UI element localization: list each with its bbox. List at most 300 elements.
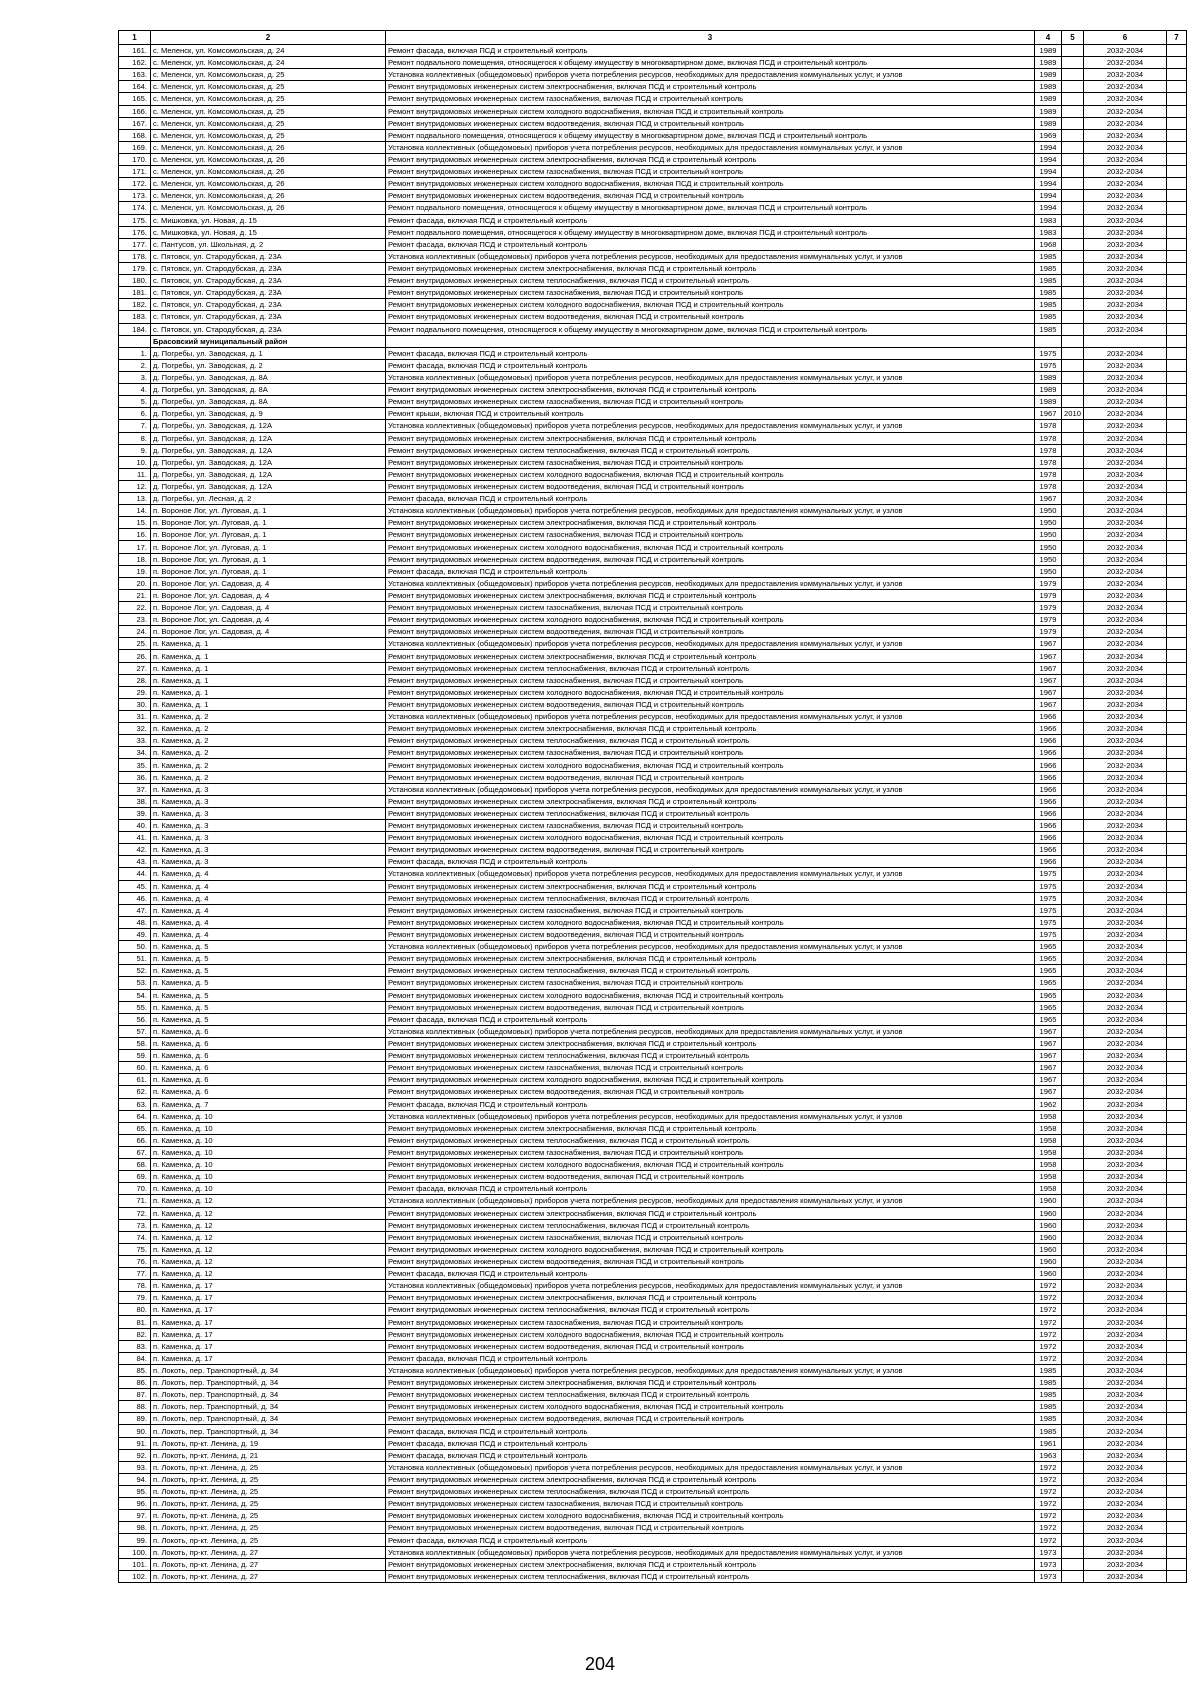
table-cell-col4: 1975 bbox=[1035, 928, 1062, 940]
table-cell-col2: п. Каменка, д. 10 bbox=[151, 1183, 386, 1195]
table-cell-col1: 33. bbox=[119, 735, 151, 747]
table-cell-col1: 172. bbox=[119, 178, 151, 190]
table-cell-col1: 181. bbox=[119, 287, 151, 299]
table-cell-col2: п. Каменка, д. 12 bbox=[151, 1207, 386, 1219]
table-row bbox=[119, 844, 1187, 856]
table-cell-col7 bbox=[1167, 868, 1187, 880]
table-row bbox=[119, 166, 1187, 178]
table-cell-col3: Ремонт внутридомовых инженерных систем электроснабжения, включая ПСД и строительный контроль bbox=[386, 262, 1035, 274]
table-cell-col1: 59. bbox=[119, 1050, 151, 1062]
table-cell-col3: Ремонт внутридомовых инженерных систем газоснабжения, включая ПСД и строительный контроль bbox=[386, 287, 1035, 299]
table-row bbox=[119, 759, 1187, 771]
document-sheet bbox=[118, 30, 1186, 1583]
table-cell-col1: 165. bbox=[119, 93, 151, 105]
table-cell-col3: Ремонт внутридомовых инженерных систем водоотведения, включая ПСД и строительный контроль bbox=[386, 626, 1035, 638]
table-cell-col6: 2032-2034 bbox=[1084, 880, 1167, 892]
table-cell-col5 bbox=[1062, 1025, 1084, 1037]
table-cell-col5 bbox=[1062, 953, 1084, 965]
table-cell-col7 bbox=[1167, 989, 1187, 1001]
table-cell-col1: 12. bbox=[119, 480, 151, 492]
table-cell-col6: 2032-2034 bbox=[1084, 614, 1167, 626]
table-cell-col2: п. Каменка, д. 12 bbox=[151, 1219, 386, 1231]
table-cell-col3: Ремонт подвального помещения, относящегося к общему имуществу в многоквартирном доме, включая ПСД и строительный контроль bbox=[386, 202, 1035, 214]
table-row bbox=[119, 1171, 1187, 1183]
table-row bbox=[119, 1473, 1187, 1485]
table-cell-col5 bbox=[1062, 1473, 1084, 1485]
table-cell-col2: п. Каменка, д. 12 bbox=[151, 1231, 386, 1243]
table-cell-col7 bbox=[1167, 602, 1187, 614]
table-cell-col5 bbox=[1062, 1134, 1084, 1146]
table-row bbox=[119, 493, 1187, 505]
table-cell-col7 bbox=[1167, 953, 1187, 965]
table-cell-col4: 1967 bbox=[1035, 650, 1062, 662]
table-cell-col1: 67. bbox=[119, 1146, 151, 1158]
table-cell-col1: 1. bbox=[119, 347, 151, 359]
table-cell-col6: 2032-2034 bbox=[1084, 408, 1167, 420]
table-cell-col7 bbox=[1167, 371, 1187, 383]
table-cell-col2: п. Локоть, пр-кт. Ленина, д. 25 bbox=[151, 1486, 386, 1498]
table-cell-col7 bbox=[1167, 517, 1187, 529]
table-cell-col4: 1979 bbox=[1035, 577, 1062, 589]
table-cell-col4: 1994 bbox=[1035, 178, 1062, 190]
table-cell-col3: Ремонт внутридомовых инженерных систем электроснабжения, включая ПСД и строительный контроль bbox=[386, 1558, 1035, 1570]
table-cell-col1: 42. bbox=[119, 844, 151, 856]
table-cell-col4: 1967 bbox=[1035, 662, 1062, 674]
table-cell-col4: 1975 bbox=[1035, 916, 1062, 928]
table-cell-col6: 2032-2034 bbox=[1084, 1098, 1167, 1110]
table-cell-col2: с. Меленск, ул. Комсомольская, д. 26 bbox=[151, 141, 386, 153]
table-cell-col2: Брасовский муниципальный район bbox=[151, 335, 386, 347]
table-cell-col2: п. Каменка, д. 6 bbox=[151, 1025, 386, 1037]
table-cell-col2: д. Погребы, ул. Заводская, д. 9 bbox=[151, 408, 386, 420]
table-cell-col7 bbox=[1167, 771, 1187, 783]
table-cell-col5 bbox=[1062, 1328, 1084, 1340]
table-cell-col7 bbox=[1167, 832, 1187, 844]
table-cell-col2: п. Каменка, д. 10 bbox=[151, 1146, 386, 1158]
table-cell-col5 bbox=[1062, 1110, 1084, 1122]
table-row bbox=[119, 517, 1187, 529]
header-row bbox=[119, 31, 1187, 45]
table-row bbox=[119, 299, 1187, 311]
table-cell-col3: Ремонт внутридомовых инженерных систем водоотведения, включая ПСД и строительный контроль bbox=[386, 1001, 1035, 1013]
table-cell-col4: 1975 bbox=[1035, 892, 1062, 904]
table-cell-col4: 1966 bbox=[1035, 771, 1062, 783]
table-cell-col6: 2032-2034 bbox=[1084, 1025, 1167, 1037]
table-cell-col6: 2032-2034 bbox=[1084, 1389, 1167, 1401]
table-cell-col1: 2. bbox=[119, 359, 151, 371]
table-cell-col4: 1965 bbox=[1035, 977, 1062, 989]
table-cell-col5 bbox=[1062, 323, 1084, 335]
table-cell-col6: 2032-2034 bbox=[1084, 444, 1167, 456]
table-row bbox=[119, 335, 1187, 347]
table-cell-col6: 2032-2034 bbox=[1084, 1413, 1167, 1425]
table-cell-col6: 2032-2034 bbox=[1084, 93, 1167, 105]
table-cell-col5 bbox=[1062, 517, 1084, 529]
table-cell-col3: Установка коллективных (общедомовых) приборов учета потребления ресурсов, необходимых для предоставления коммунальных услуг, и узлов bbox=[386, 711, 1035, 723]
table-cell-col2: с. Мишковка, ул. Новая, д. 15 bbox=[151, 226, 386, 238]
table-cell-col1: 57. bbox=[119, 1025, 151, 1037]
table-cell-col7 bbox=[1167, 190, 1187, 202]
table-cell-col2: п. Локоть, пр-кт. Ленина, д. 25 bbox=[151, 1461, 386, 1473]
table-cell-col4: 1989 bbox=[1035, 45, 1062, 57]
table-cell-col7 bbox=[1167, 783, 1187, 795]
table-cell-col5 bbox=[1062, 347, 1084, 359]
table-cell-col6: 2032-2034 bbox=[1084, 1534, 1167, 1546]
table-cell-col2: п. Каменка, д. 2 bbox=[151, 711, 386, 723]
table-cell-col3: Ремонт внутридомовых инженерных систем теплоснабжения, включая ПСД и строительный контроль bbox=[386, 892, 1035, 904]
table-cell-col1: 73. bbox=[119, 1219, 151, 1231]
table-cell-col5 bbox=[1062, 1558, 1084, 1570]
table-cell-col4: 1979 bbox=[1035, 626, 1062, 638]
table-cell-col5 bbox=[1062, 129, 1084, 141]
table-cell-col6: 2032-2034 bbox=[1084, 1243, 1167, 1255]
table-row bbox=[119, 1013, 1187, 1025]
table-cell-col2: с. Меленск, ул. Комсомольская, д. 25 bbox=[151, 117, 386, 129]
table-cell-col4: 1989 bbox=[1035, 371, 1062, 383]
table-cell-col6: 2032-2034 bbox=[1084, 1546, 1167, 1558]
page-number: 204 bbox=[584, 1654, 616, 1674]
table-cell-col5 bbox=[1062, 1364, 1084, 1376]
table-cell-col6: 2032-2034 bbox=[1084, 45, 1167, 57]
table-cell-col5 bbox=[1062, 1280, 1084, 1292]
table-cell-col5 bbox=[1062, 880, 1084, 892]
table-cell-col6: 2032-2034 bbox=[1084, 287, 1167, 299]
table-cell-col7 bbox=[1167, 662, 1187, 674]
table-cell-col1: 62. bbox=[119, 1086, 151, 1098]
table-cell-col1: 18. bbox=[119, 553, 151, 565]
table-cell-col7 bbox=[1167, 1328, 1187, 1340]
table-cell-col5 bbox=[1062, 1304, 1084, 1316]
table-cell-col3: Ремонт внутридомовых инженерных систем водоотведения, включая ПСД и строительный контроль bbox=[386, 771, 1035, 783]
table-row bbox=[119, 1340, 1187, 1352]
table-row bbox=[119, 650, 1187, 662]
table-cell-col7 bbox=[1167, 723, 1187, 735]
table-cell-col4: 1960 bbox=[1035, 1255, 1062, 1267]
table-cell-col2: п. Каменка, д. 10 bbox=[151, 1122, 386, 1134]
table-cell-col2: п. Каменка, д. 5 bbox=[151, 977, 386, 989]
table-cell-col4: 1985 bbox=[1035, 1425, 1062, 1437]
table-cell-col6: 2032-2034 bbox=[1084, 1086, 1167, 1098]
table-row bbox=[119, 384, 1187, 396]
table-cell-col1: 31. bbox=[119, 711, 151, 723]
table-cell-col2: д. Погребы, ул. Заводская, д. 8А bbox=[151, 396, 386, 408]
table-cell-col5 bbox=[1062, 45, 1084, 57]
table-cell-col1: 37. bbox=[119, 783, 151, 795]
table-cell-col2: д. Погребы, ул. Заводская, д. 8А bbox=[151, 371, 386, 383]
table-cell-col3: Ремонт внутридомовых инженерных систем холодного водоснабжения, включая ПСД и строительный контроль bbox=[386, 832, 1035, 844]
table-row bbox=[119, 553, 1187, 565]
table-cell-col5 bbox=[1062, 771, 1084, 783]
table-cell-col4: 1966 bbox=[1035, 723, 1062, 735]
table-cell-col4: 1972 bbox=[1035, 1522, 1062, 1534]
table-cell-col7 bbox=[1167, 1558, 1187, 1570]
table-cell-col2: п. Каменка, д. 4 bbox=[151, 880, 386, 892]
table-cell-col7 bbox=[1167, 153, 1187, 165]
table-cell-col5 bbox=[1062, 723, 1084, 735]
table-cell-col4: 1958 bbox=[1035, 1122, 1062, 1134]
table-cell-col2: п. Каменка, д. 1 bbox=[151, 698, 386, 710]
table-cell-col3: Ремонт внутридомовых инженерных систем теплоснабжения, включая ПСД и строительный контроль bbox=[386, 662, 1035, 674]
table-cell-col7 bbox=[1167, 614, 1187, 626]
table-cell-col2: п. Каменка, д. 5 bbox=[151, 941, 386, 953]
table-cell-col1: 184. bbox=[119, 323, 151, 335]
table-cell-col3: Ремонт внутридомовых инженерных систем холодного водоснабжения, включая ПСД и строительный контроль bbox=[386, 1074, 1035, 1086]
table-cell-col2: п. Каменка, д. 17 bbox=[151, 1316, 386, 1328]
table-cell-col3: Ремонт внутридомовых инженерных систем холодного водоснабжения, включая ПСД и строительный контроль bbox=[386, 105, 1035, 117]
table-cell-col4: 1966 bbox=[1035, 795, 1062, 807]
table-cell-col1: 60. bbox=[119, 1062, 151, 1074]
table-cell-col1: 14. bbox=[119, 505, 151, 517]
table-cell-col6: 2032-2034 bbox=[1084, 517, 1167, 529]
table-cell-col4: 1963 bbox=[1035, 1449, 1062, 1461]
table-cell-col4: 1967 bbox=[1035, 1037, 1062, 1049]
table-cell-col2: п. Каменка, д. 12 bbox=[151, 1255, 386, 1267]
table-cell-col5 bbox=[1062, 1231, 1084, 1243]
table-cell-col7 bbox=[1167, 105, 1187, 117]
table-cell-col2: д. Погребы, ул. Заводская, д. 12А bbox=[151, 432, 386, 444]
table-cell-col3: Ремонт внутридомовых инженерных систем холодного водоснабжения, включая ПСД и строительный контроль bbox=[386, 1401, 1035, 1413]
table-cell-col4: 1985 bbox=[1035, 1377, 1062, 1389]
table-cell-col4: 1989 bbox=[1035, 105, 1062, 117]
table-cell-col4: 1978 bbox=[1035, 432, 1062, 444]
table-cell-col4: 1966 bbox=[1035, 759, 1062, 771]
table-cell-col7 bbox=[1167, 1146, 1187, 1158]
table-cell-col6: 2032-2034 bbox=[1084, 965, 1167, 977]
table-cell-col6: 2032-2034 bbox=[1084, 650, 1167, 662]
table-cell-col2: с. Пятовск, ул. Стародубская, д. 23А bbox=[151, 287, 386, 299]
table-cell-col1: 34. bbox=[119, 747, 151, 759]
table-cell-col6: 2032-2034 bbox=[1084, 190, 1167, 202]
table-cell-col2: п. Каменка, д. 10 bbox=[151, 1110, 386, 1122]
table-cell-col7 bbox=[1167, 686, 1187, 698]
table-row bbox=[119, 408, 1187, 420]
table-cell-col1: 53. bbox=[119, 977, 151, 989]
table-cell-col3: Ремонт внутридомовых инженерных систем холодного водоснабжения, включая ПСД и строительный контроль bbox=[386, 989, 1035, 1001]
table-cell-col3: Ремонт фасада, включая ПСД и строительный контроль bbox=[386, 1013, 1035, 1025]
table-cell-col5 bbox=[1062, 1074, 1084, 1086]
table-cell-col6: 2032-2034 bbox=[1084, 105, 1167, 117]
table-cell-col4: 1985 bbox=[1035, 1364, 1062, 1376]
table-cell-col7 bbox=[1167, 69, 1187, 81]
table-cell-col5 bbox=[1062, 1522, 1084, 1534]
table-row bbox=[119, 57, 1187, 69]
table-cell-col4: 1966 bbox=[1035, 832, 1062, 844]
table-cell-col2: д. Погребы, ул. Заводская, д. 2 bbox=[151, 359, 386, 371]
table-cell-col6: 2032-2034 bbox=[1084, 844, 1167, 856]
table-row bbox=[119, 1364, 1187, 1376]
table-cell-col3: Ремонт фасада, включая ПСД и строительный контроль bbox=[386, 238, 1035, 250]
table-cell-col5 bbox=[1062, 941, 1084, 953]
table-row bbox=[119, 129, 1187, 141]
table-cell-col3: Ремонт внутридомовых инженерных систем газоснабжения, включая ПСД и строительный контроль bbox=[386, 1498, 1035, 1510]
table-row bbox=[119, 275, 1187, 287]
table-row bbox=[119, 771, 1187, 783]
table-cell-col6: 2032-2034 bbox=[1084, 1328, 1167, 1340]
table-cell-col7 bbox=[1167, 711, 1187, 723]
table-row bbox=[119, 589, 1187, 601]
table-cell-col6: 2032-2034 bbox=[1084, 250, 1167, 262]
table-cell-col4: 1950 bbox=[1035, 565, 1062, 577]
table-cell-col3: Ремонт подвального помещения, относящегося к общему имуществу в многоквартирном доме, включая ПСД и строительный контроль bbox=[386, 323, 1035, 335]
table-cell-col5 bbox=[1062, 371, 1084, 383]
table-cell-col4: 1958 bbox=[1035, 1171, 1062, 1183]
table-cell-col5 bbox=[1062, 1534, 1084, 1546]
table-cell-col1: 51. bbox=[119, 953, 151, 965]
table-cell-col1: 80. bbox=[119, 1304, 151, 1316]
table-row bbox=[119, 226, 1187, 238]
table-row bbox=[119, 69, 1187, 81]
table-cell-col6: 2032-2034 bbox=[1084, 262, 1167, 274]
table-cell-col7 bbox=[1167, 1498, 1187, 1510]
table-cell-col5 bbox=[1062, 928, 1084, 940]
table-cell-col4: 1985 bbox=[1035, 323, 1062, 335]
table-cell-col5 bbox=[1062, 868, 1084, 880]
table-cell-col7 bbox=[1167, 928, 1187, 940]
table-cell-col2: д. Погребы, ул. Заводская, д. 1 bbox=[151, 347, 386, 359]
table-cell-col2: д. Погребы, ул. Заводская, д. 12А bbox=[151, 480, 386, 492]
table-row bbox=[119, 795, 1187, 807]
table-cell-col4: 1966 bbox=[1035, 747, 1062, 759]
table-cell-col1: 78. bbox=[119, 1280, 151, 1292]
table-cell-col5 bbox=[1062, 81, 1084, 93]
table-cell-col6: 2032-2034 bbox=[1084, 638, 1167, 650]
table-row bbox=[119, 432, 1187, 444]
table-cell-col2: с. Меленск, ул. Комсомольская, д. 25 bbox=[151, 93, 386, 105]
table-cell-col3: Ремонт внутридомовых инженерных систем водоотведения, включая ПСД и строительный контроль bbox=[386, 311, 1035, 323]
table-cell-col4: 1979 bbox=[1035, 602, 1062, 614]
table-cell-col4: 1985 bbox=[1035, 1401, 1062, 1413]
table-cell-col6: 2032-2034 bbox=[1084, 129, 1167, 141]
table-cell-col3: Установка коллективных (общедомовых) приборов учета потребления ресурсов, необходимых для предоставления коммунальных услуг, и узлов bbox=[386, 505, 1035, 517]
table-cell-col4: 1950 bbox=[1035, 541, 1062, 553]
table-cell-col6: 2032-2034 bbox=[1084, 1437, 1167, 1449]
table-cell-col6: 2032-2034 bbox=[1084, 1159, 1167, 1171]
table-cell-col5 bbox=[1062, 1001, 1084, 1013]
table-row bbox=[119, 674, 1187, 686]
table-cell-col2: п. Локоть, пр-кт. Ленина, д. 27 bbox=[151, 1570, 386, 1582]
table-cell-col7 bbox=[1167, 311, 1187, 323]
table-cell-col5 bbox=[1062, 965, 1084, 977]
table-cell-col1: 79. bbox=[119, 1292, 151, 1304]
table-cell-col7 bbox=[1167, 977, 1187, 989]
table-cell-col1: 39. bbox=[119, 807, 151, 819]
table-cell-col4: 1958 bbox=[1035, 1110, 1062, 1122]
table-cell-col6: 2032-2034 bbox=[1084, 456, 1167, 468]
table-cell-col3: Ремонт внутридомовых инженерных систем теплоснабжения, включая ПСД и строительный контроль bbox=[386, 275, 1035, 287]
table-row bbox=[119, 723, 1187, 735]
table-cell-col4: 1989 bbox=[1035, 396, 1062, 408]
table-cell-col6: 2032-2034 bbox=[1084, 1110, 1167, 1122]
table-cell-col1: 176. bbox=[119, 226, 151, 238]
table-cell-col6: 2032-2034 bbox=[1084, 1401, 1167, 1413]
table-cell-col7 bbox=[1167, 553, 1187, 565]
table-cell-col7 bbox=[1167, 432, 1187, 444]
table-row bbox=[119, 505, 1187, 517]
table-cell-col3: Ремонт внутридомовых инженерных систем водоотведения, включая ПСД и строительный контроль bbox=[386, 1171, 1035, 1183]
table-cell-col7 bbox=[1167, 820, 1187, 832]
header-cell-5: 5 bbox=[1062, 31, 1084, 45]
table-cell-col1: 93. bbox=[119, 1461, 151, 1473]
table-cell-col2: п. Каменка, д. 6 bbox=[151, 1062, 386, 1074]
table-cell-col1: 70. bbox=[119, 1183, 151, 1195]
table-row bbox=[119, 565, 1187, 577]
table-cell-col2: п. Вороное Лог, ул. Садовая, д. 4 bbox=[151, 614, 386, 626]
table-cell-col2: п. Каменка, д. 6 bbox=[151, 1074, 386, 1086]
table-cell-col5: 2010 bbox=[1062, 408, 1084, 420]
table-cell-col2: д. Погребы, ул. Заводская, д. 12А bbox=[151, 420, 386, 432]
table-row bbox=[119, 1268, 1187, 1280]
table-cell-col6: 2032-2034 bbox=[1084, 1050, 1167, 1062]
table-cell-col4: 1972 bbox=[1035, 1340, 1062, 1352]
table-cell-col7 bbox=[1167, 1389, 1187, 1401]
table-cell-col5 bbox=[1062, 444, 1084, 456]
table-cell-col3: Ремонт фасада, включая ПСД и строительный контроль bbox=[386, 493, 1035, 505]
table-cell-col3: Ремонт внутридомовых инженерных систем электроснабжения, включая ПСД и строительный контроль bbox=[386, 1122, 1035, 1134]
table-cell-col4: 1989 bbox=[1035, 117, 1062, 129]
table-cell-col6: 2032-2034 bbox=[1084, 1183, 1167, 1195]
table-cell-col7 bbox=[1167, 1461, 1187, 1473]
table-cell-col1: 171. bbox=[119, 166, 151, 178]
table-row bbox=[119, 1280, 1187, 1292]
table-row bbox=[119, 1558, 1187, 1570]
table-cell-col2: п. Каменка, д. 4 bbox=[151, 916, 386, 928]
table-row bbox=[119, 1025, 1187, 1037]
table-cell-col3: Ремонт внутридомовых инженерных систем газоснабжения, включая ПСД и строительный контроль bbox=[386, 396, 1035, 408]
table-cell-col2: п. Каменка, д. 10 bbox=[151, 1159, 386, 1171]
table-cell-col3: Ремонт внутридомовых инженерных систем холодного водоснабжения, включая ПСД и строительный контроль bbox=[386, 541, 1035, 553]
table-cell-col5 bbox=[1062, 166, 1084, 178]
table-cell-col5 bbox=[1062, 1316, 1084, 1328]
table-cell-col2: п. Каменка, д. 3 bbox=[151, 783, 386, 795]
table-cell-col4: 1973 bbox=[1035, 1570, 1062, 1582]
table-cell-col4: 1972 bbox=[1035, 1473, 1062, 1485]
repair-schedule-table bbox=[118, 30, 1187, 1583]
table-cell-col4: 1973 bbox=[1035, 1546, 1062, 1558]
table-cell-col3: Ремонт внутридомовых инженерных систем теплоснабжения, включая ПСД и строительный контроль bbox=[386, 965, 1035, 977]
table-cell-col1: 71. bbox=[119, 1195, 151, 1207]
table-cell-col2: с. Пятовск, ул. Стародубская, д. 23А bbox=[151, 299, 386, 311]
table-row bbox=[119, 250, 1187, 262]
table-cell-col3: Ремонт подвального помещения, относящегося к общему имуществу в многоквартирном доме, включая ПСД и строительный контроль bbox=[386, 57, 1035, 69]
table-cell-col7 bbox=[1167, 275, 1187, 287]
table-cell-col1: 168. bbox=[119, 129, 151, 141]
table-cell-col2: п. Каменка, д. 10 bbox=[151, 1134, 386, 1146]
table-cell-col7 bbox=[1167, 166, 1187, 178]
table-cell-col4: 1985 bbox=[1035, 299, 1062, 311]
table-cell-col3: Ремонт внутридомовых инженерных систем газоснабжения, включая ПСД и строительный контроль bbox=[386, 529, 1035, 541]
table-cell-col5 bbox=[1062, 1510, 1084, 1522]
table-cell-col6: 2032-2034 bbox=[1084, 928, 1167, 940]
table-cell-col4: 1983 bbox=[1035, 214, 1062, 226]
table-row bbox=[119, 262, 1187, 274]
table-cell-col3: Ремонт внутридомовых инженерных систем водоотведения, включая ПСД и строительный контроль bbox=[386, 844, 1035, 856]
table-cell-col1: 90. bbox=[119, 1425, 151, 1437]
table-cell-col2: п. Локоть, пр-кт. Ленина, д. 27 bbox=[151, 1558, 386, 1570]
table-row bbox=[119, 1159, 1187, 1171]
table-cell-col4: 1985 bbox=[1035, 311, 1062, 323]
table-cell-col3: Ремонт внутридомовых инженерных систем электроснабжения, включая ПСД и строительный контроль bbox=[386, 723, 1035, 735]
table-cell-col2: п. Каменка, д. 5 bbox=[151, 1001, 386, 1013]
table-cell-col7 bbox=[1167, 178, 1187, 190]
table-cell-col4: 1966 bbox=[1035, 820, 1062, 832]
table-cell-col5 bbox=[1062, 214, 1084, 226]
table-cell-col5 bbox=[1062, 614, 1084, 626]
table-row bbox=[119, 783, 1187, 795]
table-cell-col6: 2032-2034 bbox=[1084, 371, 1167, 383]
table-cell-col3: Ремонт внутридомовых инженерных систем холодного водоснабжения, включая ПСД и строительный контроль bbox=[386, 178, 1035, 190]
table-cell-col1: 72. bbox=[119, 1207, 151, 1219]
table-cell-col5 bbox=[1062, 202, 1084, 214]
